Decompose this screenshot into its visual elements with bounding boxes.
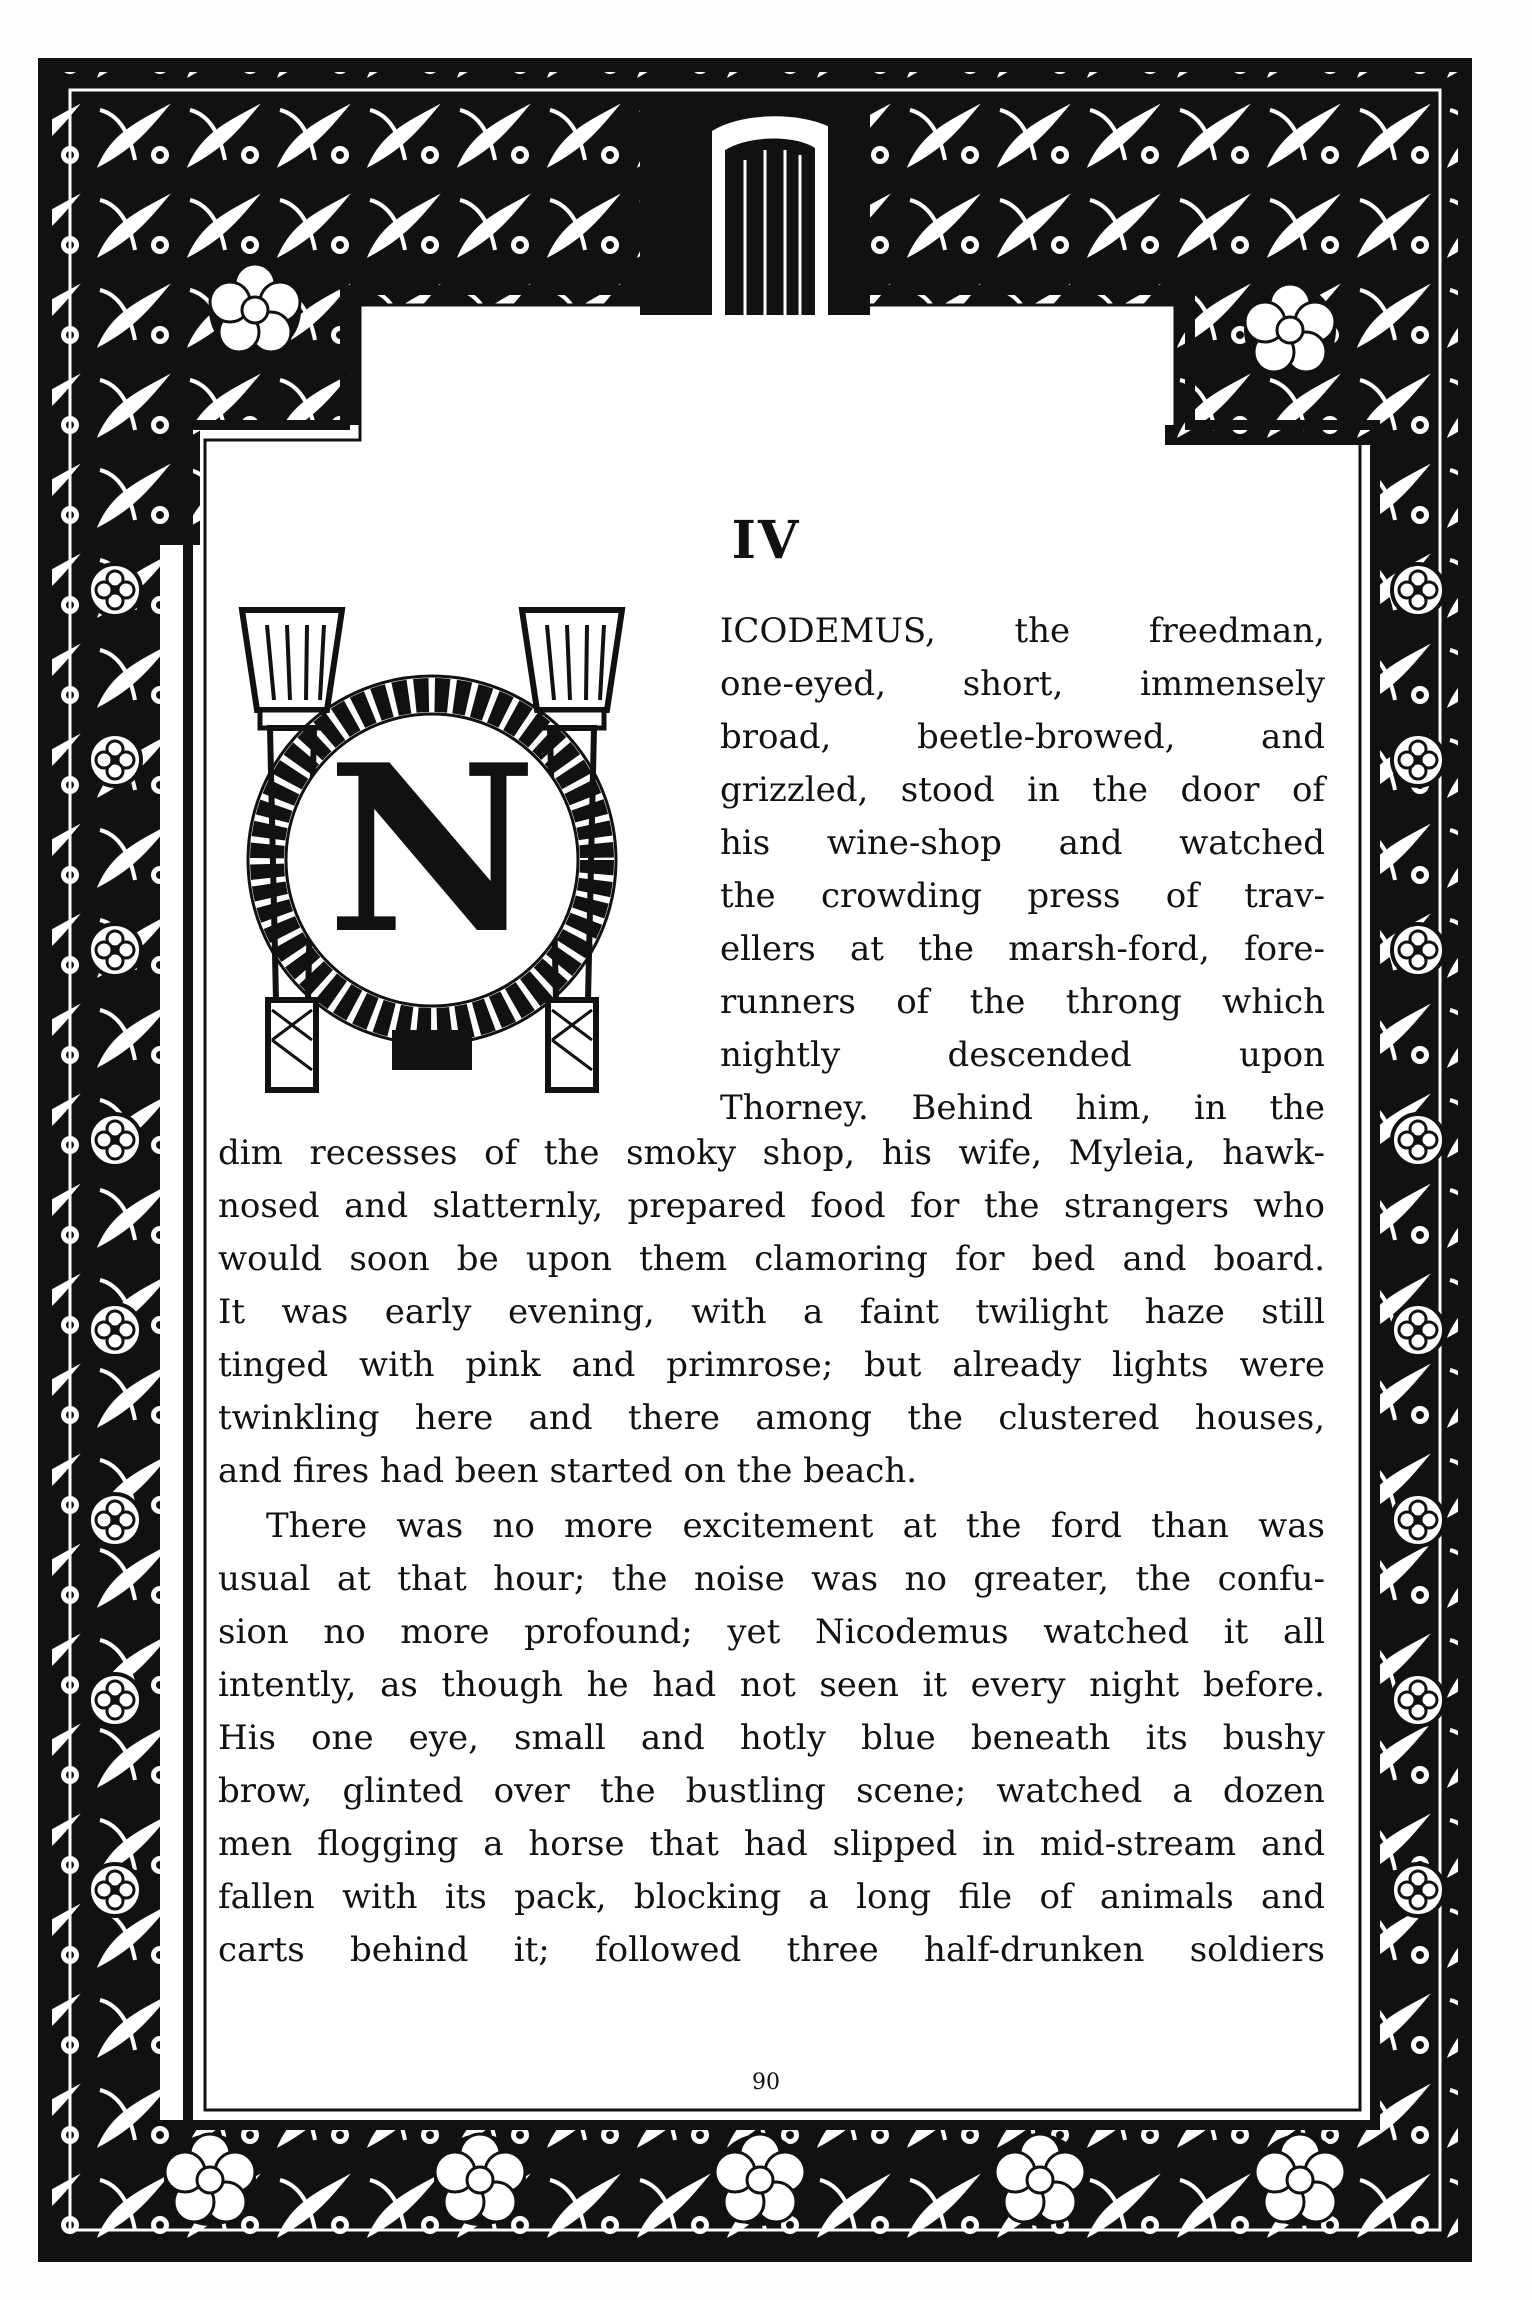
text-line: runners of the throng which	[720, 982, 1325, 1022]
text-line: dim recesses of the smoky shop, his wife, Myleia, hawk-	[218, 1133, 1325, 1173]
text-line: His one eye, small and hotly blue beneath its bushy	[218, 1718, 1325, 1758]
text-line: brow, glinted over the bustling scene; watched a dozen	[218, 1771, 1325, 1811]
text-line: Thorney. Behind him, in the	[720, 1088, 1325, 1128]
text-line: would soon be upon them clamoring for bed and board.	[218, 1239, 1325, 1279]
text-line: the crowding press of trav-	[720, 876, 1325, 916]
text-line: twinkling here and there among the clustered houses,	[218, 1398, 1325, 1438]
text-line: one-eyed, short, immensely	[720, 664, 1325, 704]
text-line: It was early evening, with a faint twilight haze still	[218, 1292, 1325, 1332]
text-line: broad, beetle-browed, and	[720, 717, 1325, 757]
text-line: ellers at the marsh-ford, fore-	[720, 929, 1325, 969]
text-line: grizzled, stood in the door of	[720, 770, 1325, 810]
drop-cap-letter: N	[326, 715, 538, 985]
page-number: 90	[752, 2070, 780, 2095]
drop-cap-ornament	[232, 600, 712, 1120]
text-line: tinged with pink and primrose; but already lights were	[218, 1345, 1325, 1385]
text-line: carts behind it; followed three half-drunken soldiers	[218, 1930, 1325, 1970]
paragraph-1-body	[218, 1127, 1325, 1498]
text-line: fallen with its pack, blocking a long file of animals and	[218, 1877, 1325, 1917]
text-line: men flogging a horse that had slipped in mid-stream and	[218, 1824, 1325, 1864]
chapter-numeral: IV	[731, 510, 801, 571]
paragraph-2	[218, 1500, 1325, 1977]
text-line: There was no more excitement at the ford than was	[266, 1506, 1325, 1546]
text-line: his wine-shop and watched	[720, 823, 1325, 863]
text-line: sion no more profound; yet Nicodemus watched it all	[218, 1612, 1325, 1652]
text-line: intently, as though he had not seen it every night before.	[218, 1665, 1325, 1705]
text-line: usual at that hour; the noise was no greater, the confu-	[218, 1559, 1325, 1599]
paragraph-1-lead	[720, 605, 1325, 1135]
text-line: and fires had been started on the beach.	[218, 1451, 918, 1491]
text-line: nosed and slatternly, prepared food for the strangers who	[218, 1186, 1325, 1226]
text-line: ICODEMUS, the freedman,	[720, 611, 1325, 651]
text-line: nightly descended upon	[720, 1035, 1325, 1075]
